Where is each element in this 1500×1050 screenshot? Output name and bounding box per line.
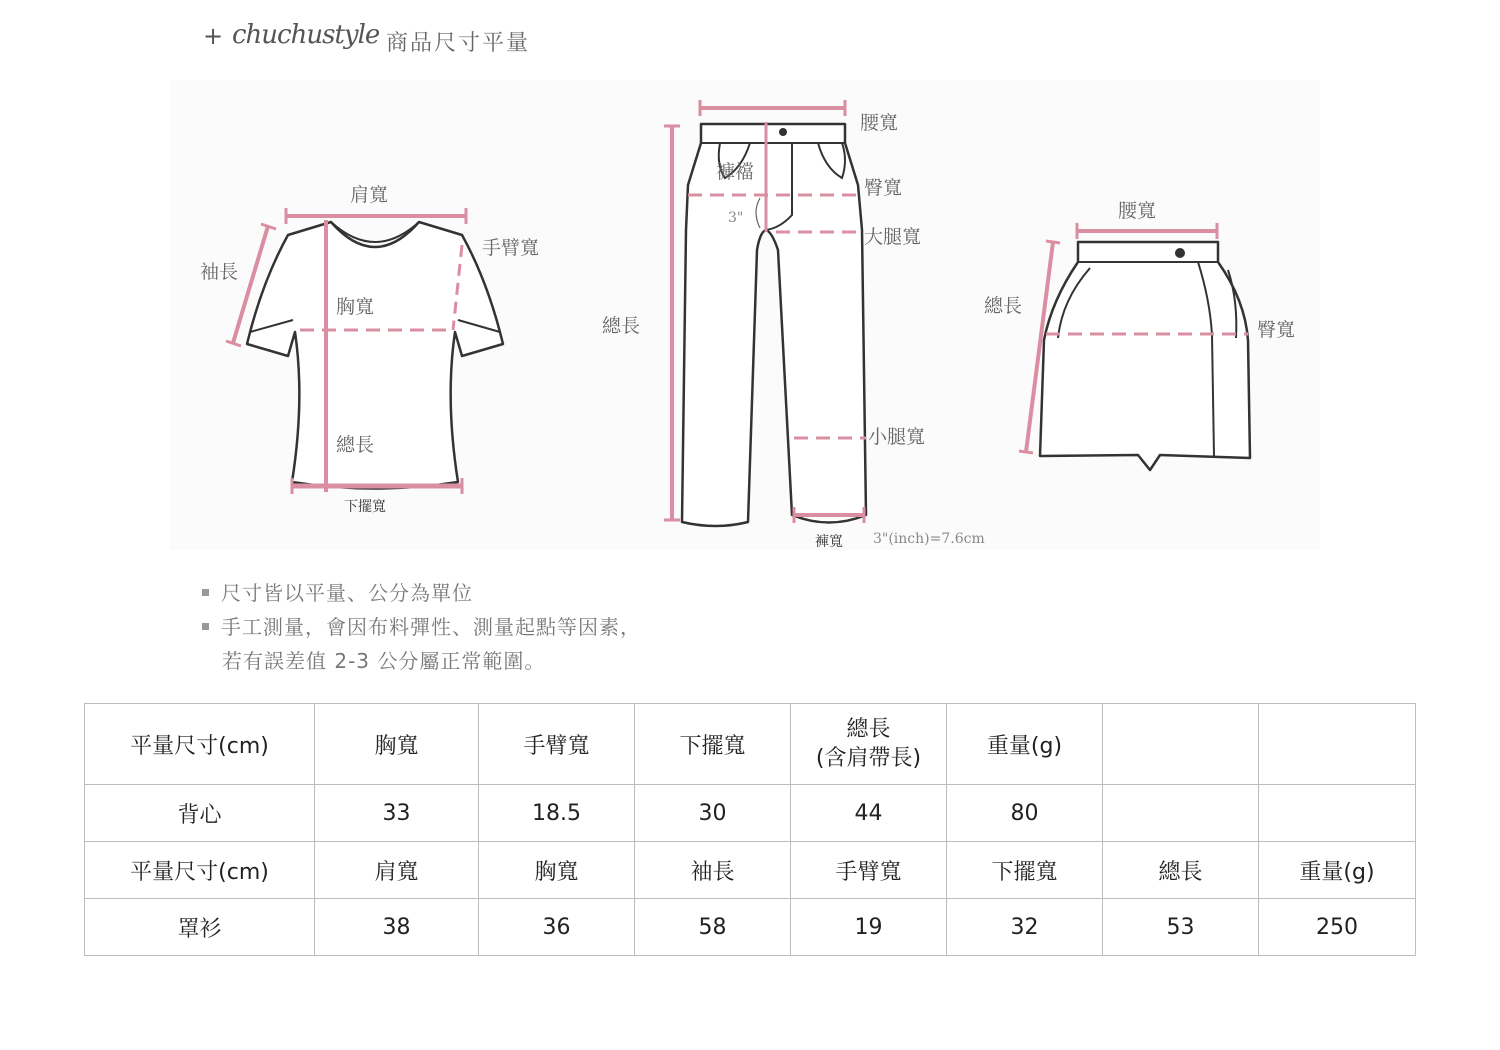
table-cell: 58: [635, 899, 791, 956]
note-item: [202, 644, 641, 678]
label-skirt-waist: 腰寬: [1118, 200, 1157, 222]
table-cell: 手臂寬: [479, 704, 635, 785]
table-cell: 肩寬: [315, 842, 479, 899]
note-text: 尺寸皆以平量、公分為單位: [221, 581, 473, 605]
label-top-total-length: 總長: [336, 434, 375, 456]
note-item: [202, 576, 641, 610]
label-pants-hip: 臀寬: [864, 177, 903, 199]
table-cell: 44: [791, 785, 947, 842]
table-cell: 33: [315, 785, 479, 842]
table-cell: 30: [635, 785, 791, 842]
table-cell: 罩衫: [85, 899, 315, 956]
table-cell: 36: [479, 899, 635, 956]
table-cell: 胸寬: [315, 704, 479, 785]
label-pants-waist: 腰寬: [860, 112, 899, 134]
table-cell-total-length: [791, 704, 947, 785]
label-inch-note: 3"(inch)=7.6cm: [873, 531, 985, 547]
page-title: 商品尺寸平量: [386, 31, 531, 56]
label-rise-note: 3": [728, 210, 744, 226]
note-text: 手工測量，會因布料彈性、測量起點等因素，: [221, 615, 641, 639]
measurement-notes: [202, 576, 641, 678]
table-cell: [1259, 704, 1416, 785]
header-line: 總長: [846, 717, 891, 742]
table-cell: 平量尺寸(cm): [85, 704, 315, 785]
brand-logo: chuchustyle: [232, 20, 380, 50]
label-calf: 小腿寬: [868, 426, 926, 448]
table-cell: [1259, 785, 1416, 842]
bullet-icon: [202, 589, 209, 596]
note-item: [202, 610, 641, 644]
label-hem: 下擺寬: [344, 499, 386, 515]
table-cell: 手臂寬: [791, 842, 947, 899]
skirt-illustration: [1040, 242, 1250, 470]
label-arm-width: 手臂寬: [482, 237, 540, 259]
table-cell: 32: [947, 899, 1103, 956]
table-cell: 53: [1103, 899, 1259, 956]
table-cell: 胸寬: [479, 842, 635, 899]
label-pants-total-length: 總長: [602, 315, 641, 337]
table-row: [85, 704, 1416, 785]
table-cell: [1103, 785, 1259, 842]
label-leg-opening: 褲寬: [815, 534, 843, 550]
table-cell: 19: [791, 899, 947, 956]
table-cell: 平量尺寸(cm): [85, 842, 315, 899]
table-cell: 總長: [1103, 842, 1259, 899]
table-cell: 重量(g): [947, 704, 1103, 785]
size-table: [84, 703, 1416, 956]
table-cell: 下擺寬: [947, 842, 1103, 899]
table-cell: 80: [947, 785, 1103, 842]
header-line: (含肩帶長): [815, 746, 922, 771]
table-row: [85, 899, 1416, 956]
bullet-icon: [202, 623, 209, 630]
label-rise: 褲襠: [716, 161, 755, 183]
table-cell: 下擺寬: [635, 704, 791, 785]
table-row: [85, 785, 1416, 842]
label-skirt-total-length: 總長: [984, 295, 1023, 317]
table-cell: 袖長: [635, 842, 791, 899]
label-sleeve-length: 袖長: [200, 261, 239, 283]
label-chest: 胸寬: [336, 296, 375, 318]
note-text: 若有誤差值 2-3 公分屬正常範圍。: [222, 649, 546, 673]
header-plus: +: [203, 22, 224, 50]
table-cell: 18.5: [479, 785, 635, 842]
label-thigh: 大腿寬: [864, 226, 922, 248]
table-cell: 背心: [85, 785, 315, 842]
table-cell: [1103, 704, 1259, 785]
table-cell: 38: [315, 899, 479, 956]
table-cell: 重量(g): [1259, 842, 1416, 899]
table-cell: 250: [1259, 899, 1416, 956]
label-skirt-hip: 臀寬: [1257, 319, 1296, 341]
label-shoulder: 肩寬: [350, 184, 389, 206]
table-row: [85, 842, 1416, 899]
